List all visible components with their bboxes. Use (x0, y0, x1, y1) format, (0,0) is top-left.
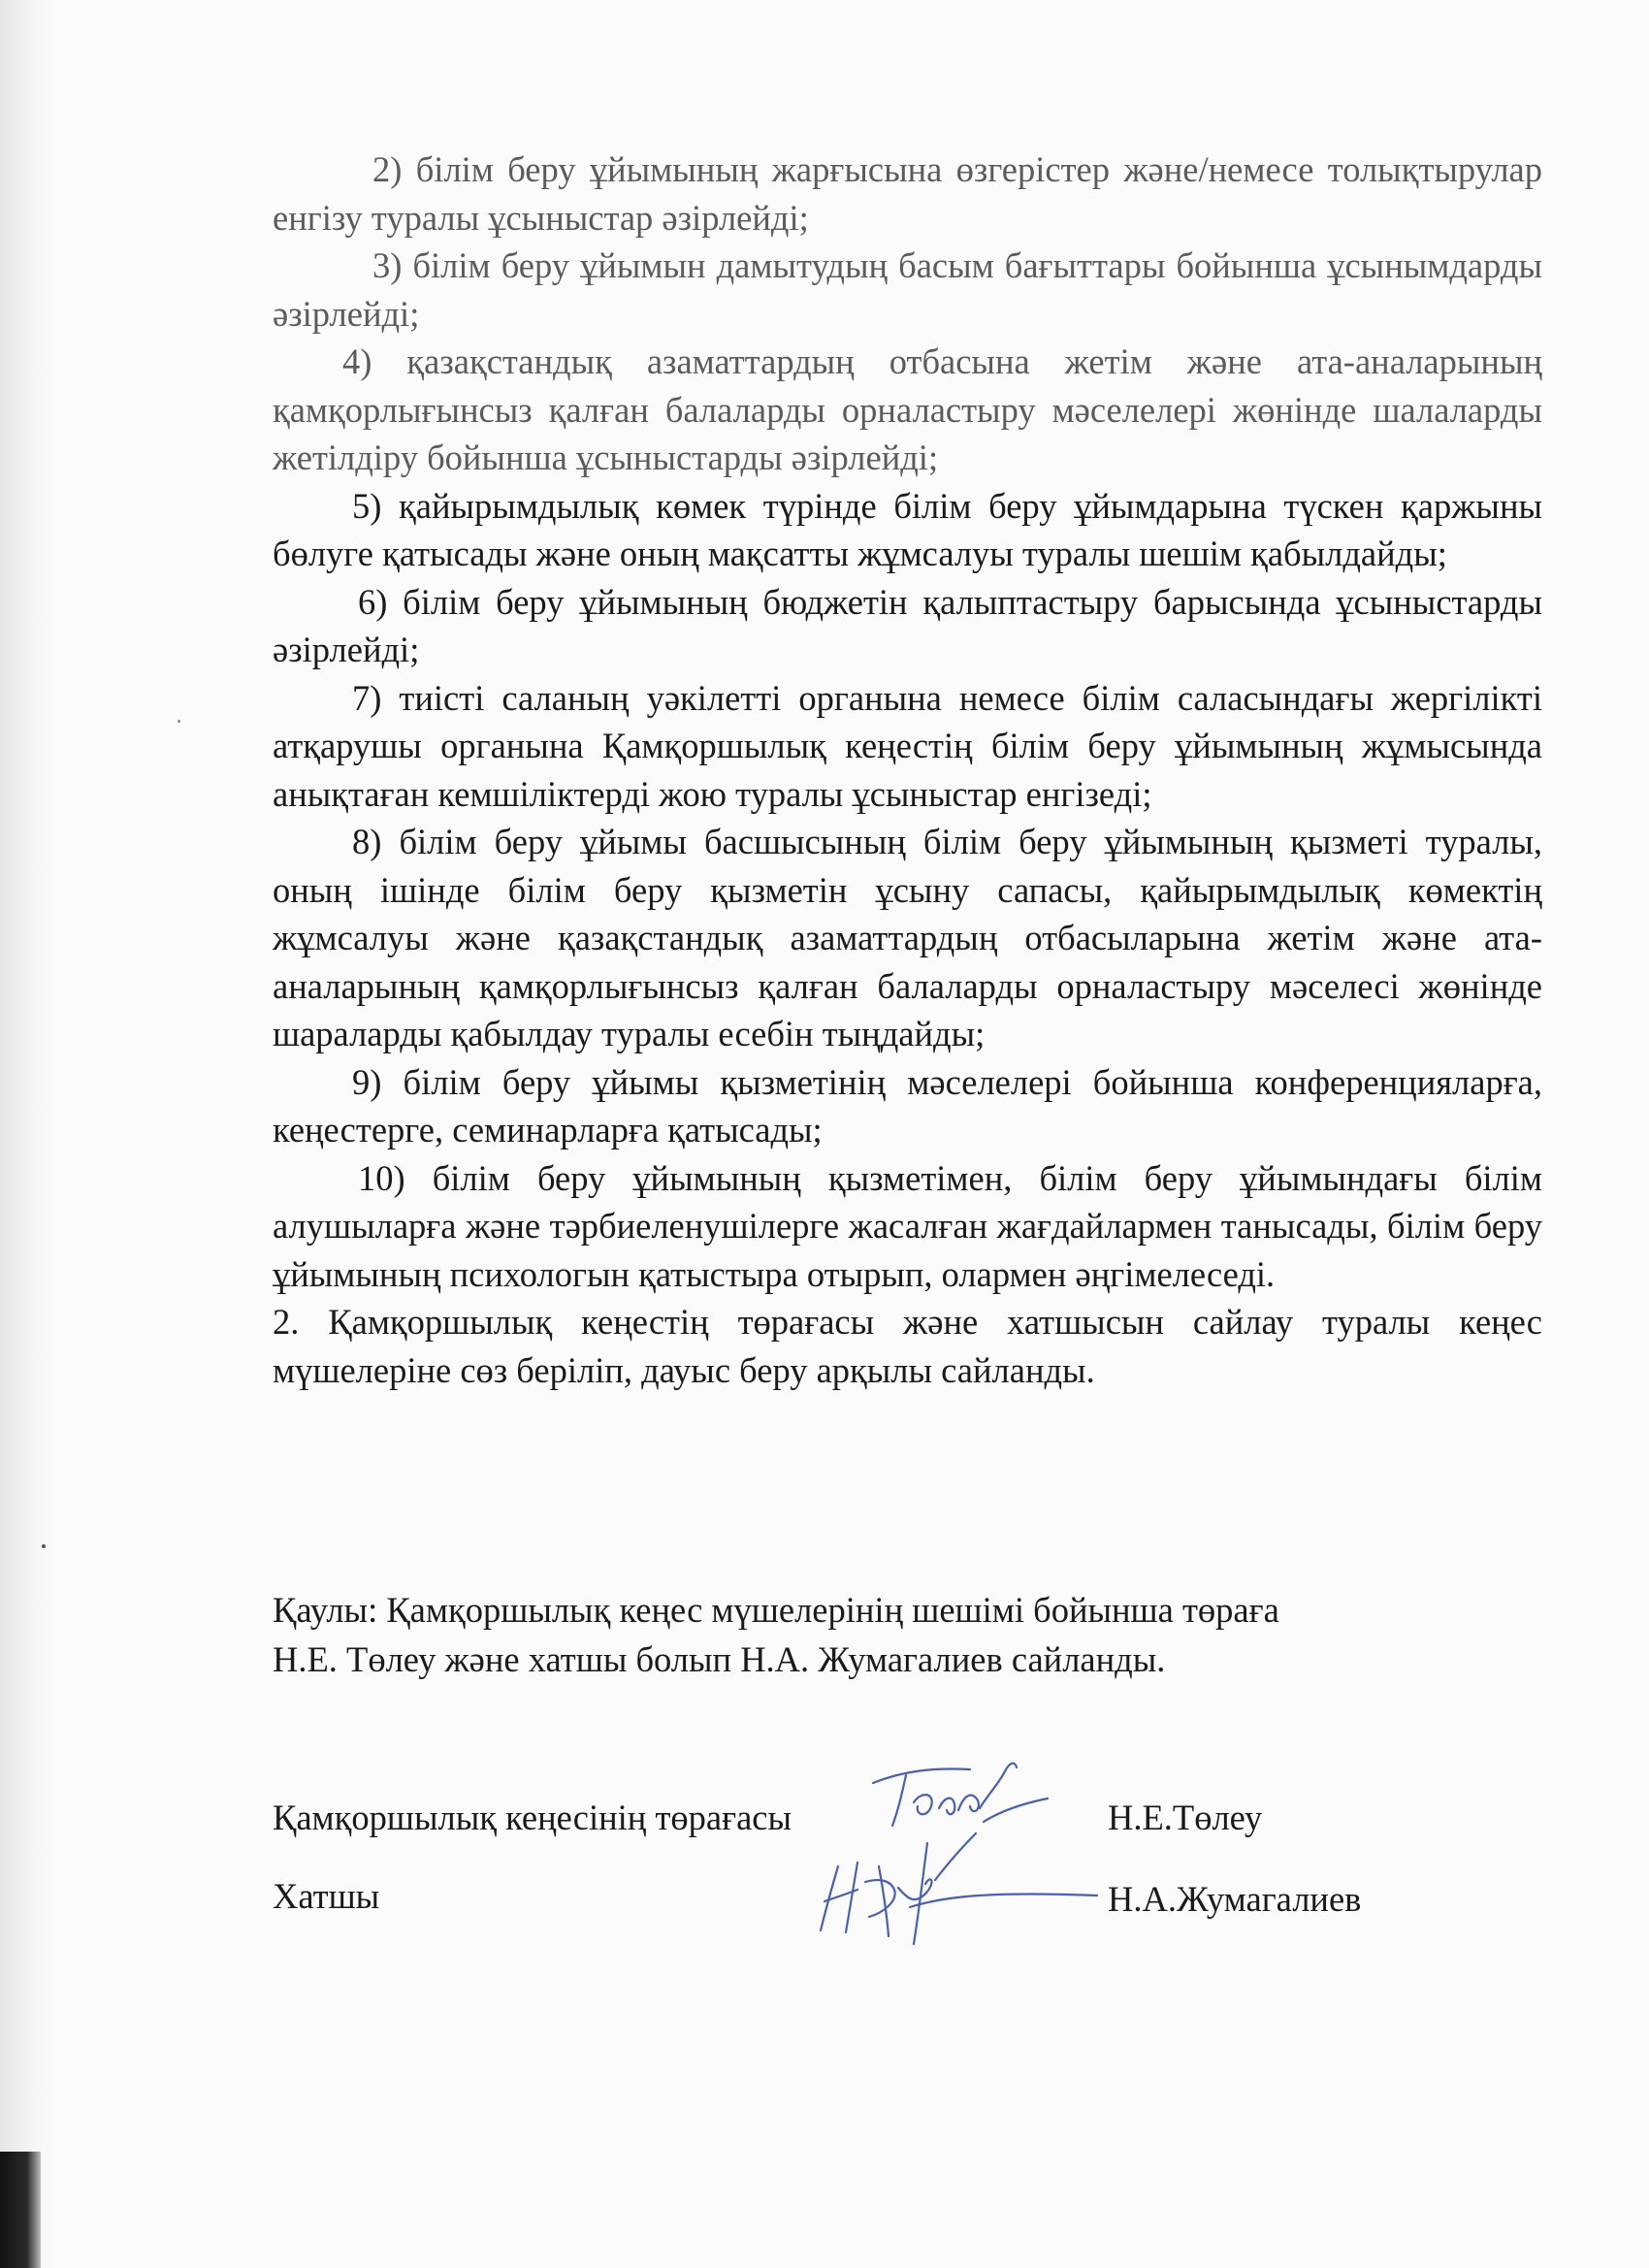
resolution-line-1: Қаулы: Қамқоршылық кеңес мүшелерінің шешімі бойынша төраға (273, 1590, 1279, 1630)
document-body (273, 146, 1542, 1394)
paragraph-election: 2. Қамқоршылық кеңестің төрағасы және хатшысын сайлау туралы кеңес мүшелеріне сөз беріліп, дауыс беру арқылы сайланды. (273, 1302, 1542, 1390)
secretary-name: Н.А.Жумагалиев (1108, 1879, 1362, 1919)
chair-name: Н.Е.Төлеу (1108, 1798, 1263, 1837)
resolution-line-2: Н.Е. Төлеу және хатшы болып Н.А. Жумагалиев сайланды. (273, 1639, 1166, 1679)
scan-speck (42, 1544, 46, 1548)
scan-speck (178, 720, 180, 723)
paragraph-item-9: 9) білім беру ұйымы қызметінің мәселелері бойынша конференцияларға, кеңестерге, семинарларға қатысады; (273, 1061, 1542, 1150)
scan-left-shadow (0, 0, 56, 2268)
paragraph-item-10: 10) білім беру ұйымының қызметімен, білім беру ұйымындағы білім алушыларға және тәрбиеленушілерге жасалған жағдайлармен танысады, білім беру ұйымының психологын қатыстыра отырып, олармен әңгімелеседі. (273, 1157, 1542, 1294)
paragraph-item-8: 8) білім беру ұйымы басшысының білім беру ұйымының қызметі туралы, оның ішінде білім беру қызметін ұсыну сапасы, қайырымдылық көмектің жұмсалуы және қазақстандық азаматтардың отбасыларына жетім және ата-аналарының қамқорлығынсыз қалған балаларды орналастыру мәселесі жөнінде шараларды қабылдау туралы есебін тыңдайды; (273, 822, 1542, 1053)
resolution-block (273, 1585, 1514, 1684)
paragraph-item-5: 5) қайырымдылық көмек түрінде білім беру ұйымдарына түскен қаржыны бөлуге қатысады және оның мақсатты жұмсалуы туралы шешім қабылдайды; (273, 485, 1542, 573)
paragraph-item-6: 6) білім беру ұйымының бюджетін қалыптастыру барысында ұсыныстарды әзірлейді; (273, 581, 1542, 669)
paragraph-item-7: 7) тиісті саланың уәкілетті органына немесе білім саласындағы жергілікті атқарушы органына Қамқоршылық кеңестің білім беру ұйымының жұмысында анықтаған кемшіліктерді жою туралы ұсыныстар енгізеді; (273, 677, 1542, 814)
paragraph-item-3: 3) білім беру ұйымын дамытудың басым бағыттары бойынша ұсынымдарды әзірлейді; (273, 245, 1542, 334)
paragraph-item-2: 2) білім беру ұйымының жарғысына өзгерістер және/немесе толықтырулар енгізу туралы ұсыныстар әзірлейді; (273, 149, 1542, 238)
secretary-signature-label: Хатшы (273, 1876, 380, 1916)
scan-bottom-edge (0, 2152, 41, 2268)
paragraph-item-4: 4) қазақстандық азаматтардың отбасына жетім және ата-аналарының қамқорлығынсыз қалған балаларды орналастыру мәселелері жөнінде шалаларды жетілдіру бойынша ұсыныстарды әзірлейді; (273, 341, 1542, 477)
secretary-signature-image (801, 1824, 1112, 1960)
chair-signature-label: Қамқоршылық кеңесінің төрағасы (273, 1798, 792, 1837)
